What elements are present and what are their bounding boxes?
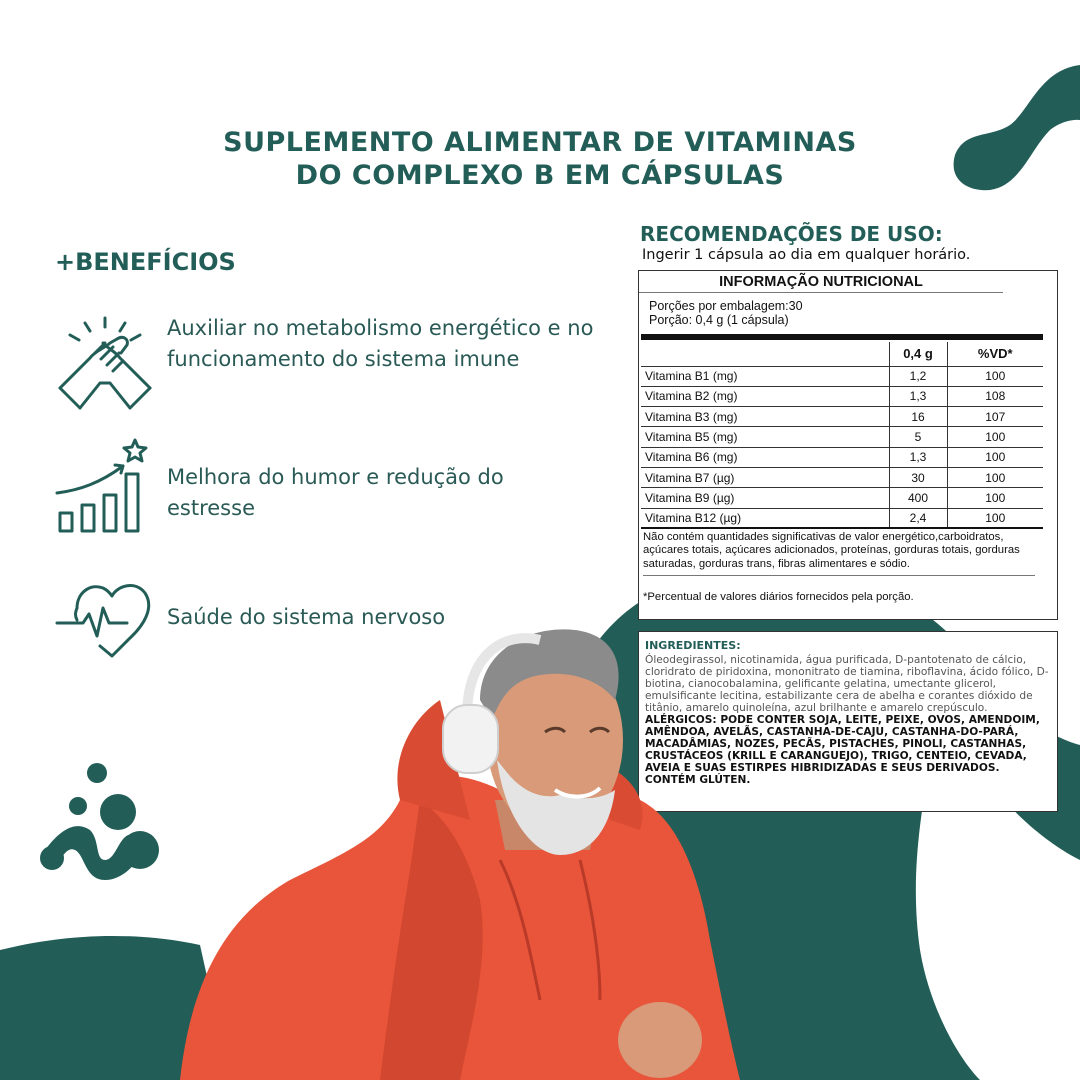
portion-size: Porção: 0,4 g (1 cápsula) (649, 313, 789, 327)
headphone-cup (443, 705, 498, 773)
molecule-logo (40, 763, 159, 880)
nutrition-note: Não contém quantidades significativas de valor energético,carboidratos, açúcares totais, açúcares adicionados, proteínas, gorduras totais, gorduras saturadas, gorduras trans, fibras alimentares e sódio. (643, 531, 1035, 576)
benefit-item-metabolism (55, 313, 595, 423)
nutrient-amount: 400 (889, 488, 947, 508)
benefit-text-nervous-system: Saúde do sistema nervoso (167, 605, 446, 629)
heart-pulse-icon (55, 578, 155, 678)
nutrition-divider (641, 334, 1043, 340)
nutrient-vd: 100 (947, 467, 1043, 487)
table-row (641, 508, 1043, 528)
nutrient-amount: 1,2 (889, 366, 947, 386)
nutrient-amount: 30 (889, 467, 947, 487)
recommendations-heading: RECOMENDAÇÕES DE USO: (640, 222, 943, 246)
page-title (140, 126, 940, 192)
title-line-1: SUPLEMENTO ALIMENTAR DE VITAMINAS (223, 127, 857, 158)
header-amount: 0,4 g (889, 342, 947, 366)
title-line-2: DO COMPLEXO B EM CÁPSULAS (295, 160, 785, 191)
nutrition-title: INFORMAÇÃO NUTRICIONAL (639, 274, 1003, 293)
nutrition-facts-panel (638, 270, 1058, 620)
benefits-heading: +BENEFÍCIOS (55, 248, 236, 276)
nutrient-name: Vitamina B12 (µg) (641, 508, 889, 528)
nutrient-name: Vitamina B7 (µg) (641, 467, 889, 487)
nutrient-amount: 5 (889, 427, 947, 447)
nutrition-footnote: *Percentual de valores diários fornecidos pela porção. (643, 591, 914, 603)
benefit-text-metabolism: Auxiliar no metabolismo energético e no funcionamento do sistema imune (167, 316, 594, 371)
nutrient-vd: 107 (947, 407, 1043, 427)
nutrient-name: Vitamina B1 (mg) (641, 366, 889, 386)
nutrition-table-header (641, 342, 1043, 366)
benefit-text-mood: Melhora do humor e redução do estresse (167, 465, 504, 520)
man-with-headphones-photo (160, 620, 760, 1080)
portions-info (649, 299, 803, 327)
top-right-blob (954, 65, 1080, 190)
nutrient-name: Vitamina B9 (µg) (641, 488, 889, 508)
recommendations-text: Ingerir 1 cápsula ao dia em qualquer horário. (642, 247, 971, 263)
handshake-icon (55, 313, 155, 413)
nutrition-table (641, 342, 1043, 529)
header-nutrient (641, 342, 889, 366)
nutrient-vd: 108 (947, 386, 1043, 406)
nutrient-amount: 1,3 (889, 386, 947, 406)
nutrient-name: Vitamina B3 (mg) (641, 407, 889, 427)
nutrient-amount: 16 (889, 407, 947, 427)
nutrient-vd: 100 (947, 447, 1043, 467)
ingredients-label: INGREDIENTES: (645, 639, 741, 652)
table-row (641, 386, 1043, 406)
nutrient-vd: 100 (947, 508, 1043, 528)
nutrient-vd: 100 (947, 427, 1043, 447)
fist (618, 1002, 702, 1078)
growth-chart-star-icon (55, 438, 155, 538)
nutrient-amount: 2,4 (889, 508, 947, 528)
table-row (641, 467, 1043, 487)
nutrient-name: Vitamina B2 (mg) (641, 386, 889, 406)
benefit-item-mood (55, 438, 595, 548)
nutrient-name: Vitamina B5 (mg) (641, 427, 889, 447)
table-row (641, 488, 1043, 508)
nutrient-vd: 100 (947, 366, 1043, 386)
header-vd: %VD* (947, 342, 1043, 366)
allergens-text: ALÉRGICOS: PODE CONTER SOJA, LEITE, PEIXE, OVOS, AMENDOIM, AMÊNDOA, AVELÃS, CASTANHA-DE-CAJU, CASTANHA-DO-PARÁ, MACADÂMIAS, NOZES, PECÃS, PISTACHES, PINOLI, CASTANHAS, CRUSTÁCEOS (KRILL E CARANGUEJO), TRIGO, CENTEIO, CEVADA, AVEIA E SUAS ESTIRPES HIBRIDIZADAS E SEUS DERIVADOS. CONTÉM GLÚTEN. (645, 714, 1040, 786)
table-row (641, 366, 1043, 386)
nutrient-amount: 1,3 (889, 447, 947, 467)
table-row (641, 447, 1043, 467)
nutrient-vd: 100 (947, 488, 1043, 508)
ingredients-text: Óleodegirassol, nicotinamida, água purificada, D-pantotenato de cálcio, cloridrato de piridoxina, mononitrato de tiamina, riboflavina, ácido fólico, D-biotina, cianocobalamina, gelificante gelatina, umectante glicerol, emulsificante lecitina, estabilizante cera de abelha e corantes dióxido de titânio, amarelo quinoleína, azul brilhante e amarelo crepúsculo. (645, 654, 1049, 714)
portions-per-pack: Porções por embalagem:30 (649, 299, 803, 313)
table-row (641, 407, 1043, 427)
table-row (641, 427, 1043, 447)
nutrient-name: Vitamina B6 (mg) (641, 447, 889, 467)
